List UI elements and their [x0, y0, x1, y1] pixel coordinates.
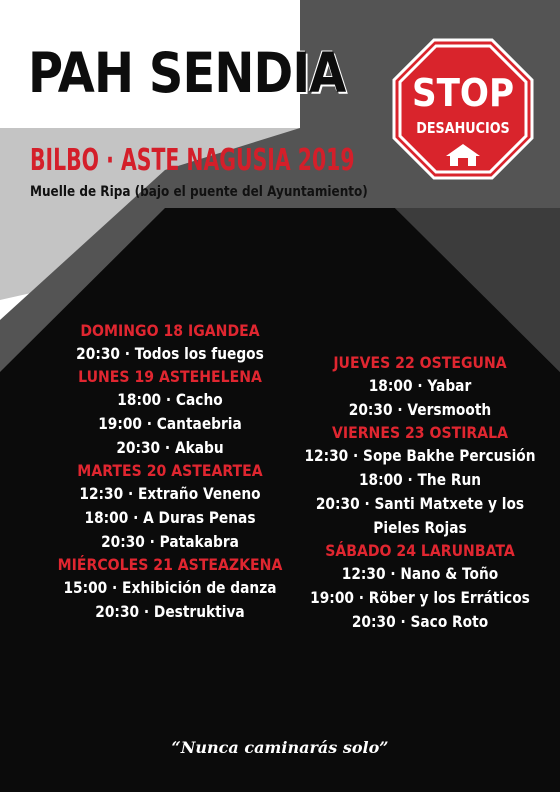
- day-block: [270, 352, 560, 422]
- day-heading: DOMINGO 18 IGANDEA: [80, 321, 260, 340]
- event-item: 20:30 · Patakabra: [101, 532, 239, 551]
- event-item: 12:30 · Nano & Toño: [341, 564, 499, 583]
- event-item: 20:30 · Santi Matxete y los: [315, 494, 525, 513]
- day-heading: MARTES 20 ASTEARTEA: [77, 461, 263, 480]
- event-item: 18:00 · Cacho: [117, 390, 223, 409]
- stop-sign-word: STOP: [411, 71, 515, 115]
- day-heading: SÁBADO 24 LARUNBATA: [325, 541, 515, 560]
- event-item: 12:30 · Extraño Veneno: [79, 484, 261, 503]
- event-item: 18:00 · Yabar: [368, 376, 472, 395]
- event-item: 20:30 · Akabu: [116, 438, 224, 457]
- event-item: 19:00 · Röber y los Erráticos: [310, 588, 530, 607]
- event-item: Pieles Rojas: [373, 518, 467, 537]
- event-item: 18:00 · The Run: [358, 470, 482, 489]
- day-block: [270, 540, 560, 634]
- day-block: [270, 422, 560, 540]
- day-heading: MIÉRCOLES 21 ASTEAZKENA: [57, 555, 283, 574]
- event-location: Muelle de Ripa (bajo el puente del Ayuntamiento): [30, 184, 368, 200]
- schedule-right-column: [270, 352, 560, 634]
- event-item: 12:30 · Sope Bakhe Percusión: [304, 446, 536, 465]
- event-item: 19:00 · Cantaebria: [98, 414, 242, 433]
- house-icon: [442, 142, 484, 168]
- day-heading: VIERNES 23 OSTIRALA: [331, 423, 509, 442]
- event-subtitle: BILBO · ASTE NAGUSIA 2019: [30, 143, 355, 178]
- day-heading: LUNES 19 ASTEHELENA: [78, 367, 262, 386]
- event-item: 20:30 · Saco Roto: [351, 612, 489, 631]
- event-item: 18:00 · A Duras Penas: [84, 508, 256, 527]
- page-title: PAH SENDIA: [28, 41, 346, 105]
- event-item: 20:30 · Destruktiva: [95, 602, 245, 621]
- footer-quote: “Nunca caminarás solo”: [171, 738, 389, 757]
- stop-sign-subtitle: DESAHUCIOS: [416, 119, 510, 137]
- event-item: 15:00 · Exhibición de danza: [63, 578, 277, 597]
- event-item: 20:30 · Todos los fuegos: [76, 344, 264, 363]
- day-heading: JUEVES 22 OSTEGUNA: [333, 353, 507, 372]
- event-item: 20:30 · Versmooth: [348, 400, 492, 419]
